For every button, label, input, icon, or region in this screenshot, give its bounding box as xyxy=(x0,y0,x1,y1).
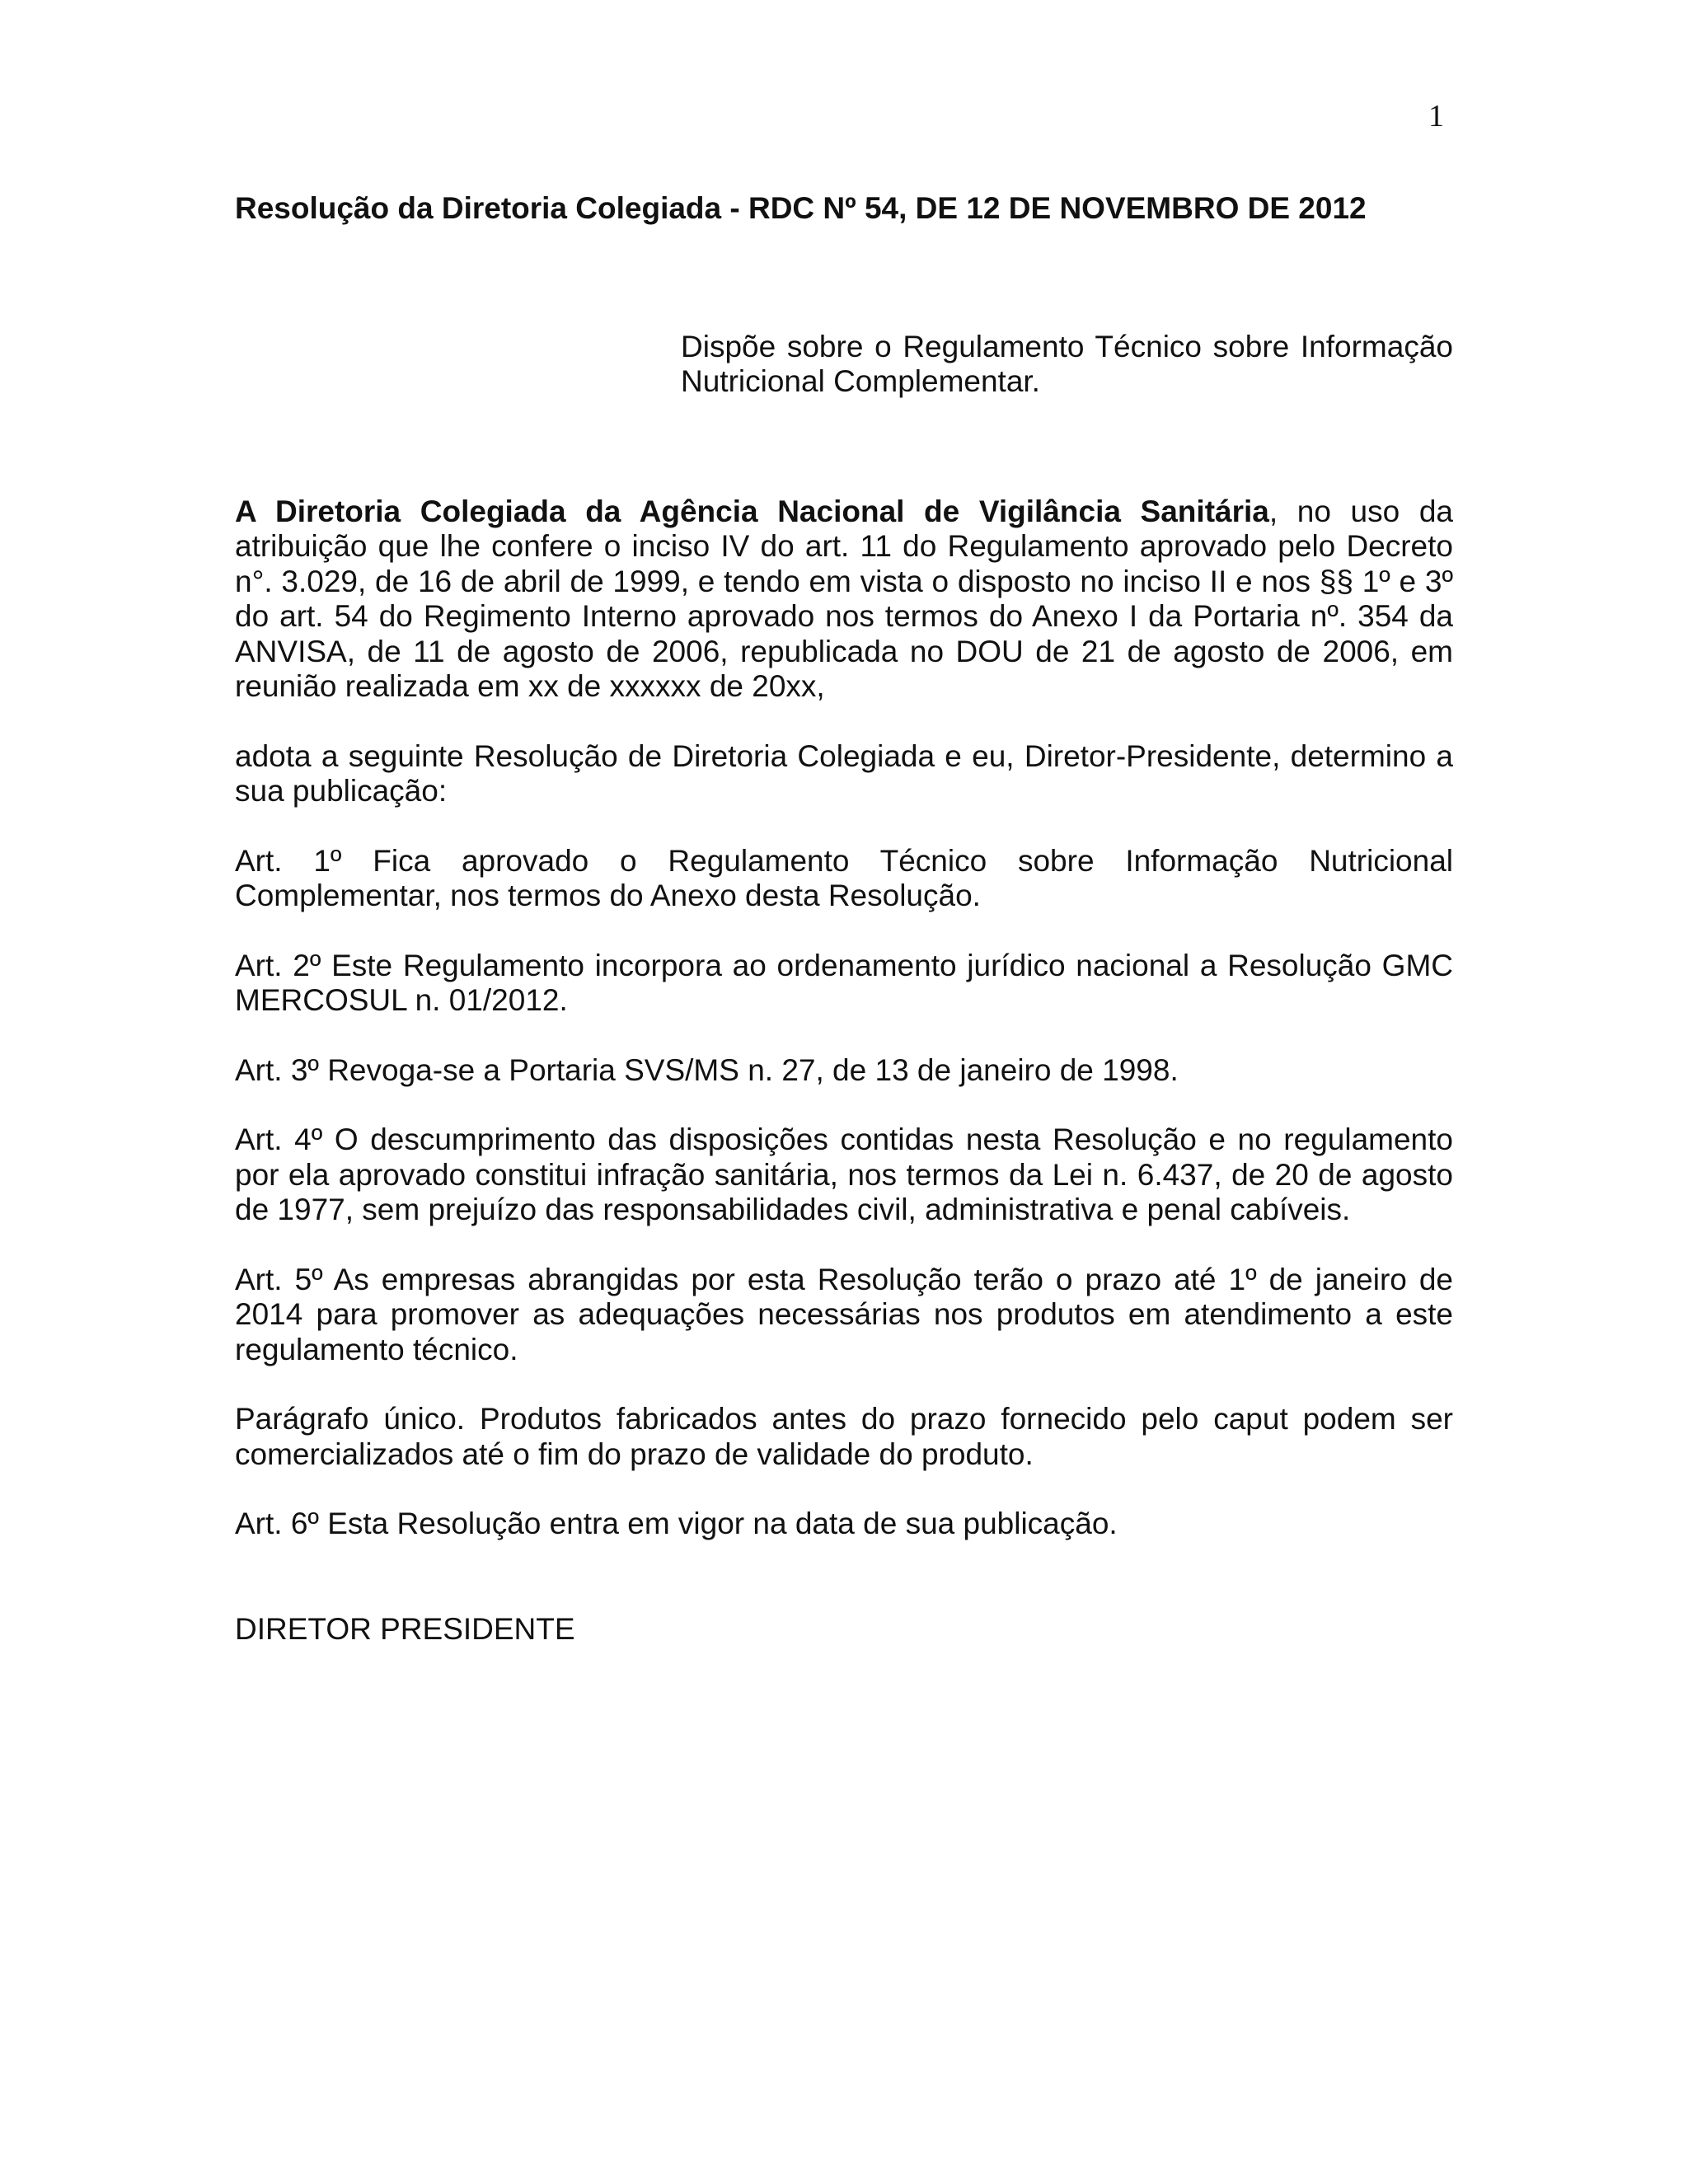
article-3: Art. 3º Revoga-se a Portaria SVS/MS n. 27, de 13 de janeiro de 1998. xyxy=(235,1052,1179,1087)
signature: DIRETOR PRESIDENTE xyxy=(235,1611,575,1646)
article-5: Art. 5º As empresas abrangidas por esta Resolução terão o prazo até 1º de janeiro de 2014 para promover as adequações necessárias nos produtos em atendimento a este regulamento técnico. xyxy=(235,1262,1453,1366)
adoption-clause: adota a seguinte Resolução de Diretoria Colegiada e eu, Diretor-Presidente, determino a sua publicação: xyxy=(235,738,1453,808)
article-5-sole-paragraph: Parágrafo único. Produtos fabricados antes do prazo fornecido pelo caput podem ser comercializados até o fim do prazo de validade do produto. xyxy=(235,1402,1453,1471)
resolution-title: Resolução da Diretoria Colegiada - RDC Nº 54, DE 12 DE NOVEMBRO DE 2012 xyxy=(235,191,1367,225)
preamble-authority: A Diretoria Colegiada da Agência Nacional de Vigilância Sanitária xyxy=(235,494,1269,528)
article-2: Art. 2º Este Regulamento incorpora ao ordenamento jurídico nacional a Resolução GMC MERCOSUL n. 01/2012. xyxy=(235,948,1453,1017)
article-4: Art. 4º O descumprimento das disposições contidas nesta Resolução e no regulamento por ela aprovado constitui infração sanitária, nos termos da Lei n. 6.437, de 20 de agosto de 1977, sem prejuízo das responsabilidades civil, administrativa e penal cabíveis. xyxy=(235,1122,1453,1226)
article-6: Art. 6º Esta Resolução entra em vigor na data de sua publicação. xyxy=(235,1507,1118,1540)
article-1-line-1: Art. 1º Fica aprovado o Regulamento Técnico sobre Informação Nutricional xyxy=(235,843,1453,878)
preamble-text: , no uso da atribuição que lhe confere o inciso IV do art. 11 do Regulamento aprovado pelo Decreto n°. 3.029, de 16 de abril de 1999, e tendo em vista o disposto no inciso II e nos §§ 1º e 3º do art. 54 do Regimento Interno aprovado nos termos do Anexo I da Portaria nº. 354 da ANVISA, de 11 de agosto de 2006, republicada no DOU de 21 de agosto de 2006, em reunião realizada em xx de xxxxxx de 20xx, xyxy=(235,494,1453,703)
document-body xyxy=(235,191,1453,1647)
article-1 xyxy=(235,844,1453,914)
page-number: 1 xyxy=(1428,99,1444,134)
ementa: Dispõe sobre o Regulamento Técnico sobre Informação Nutricional Complementar. xyxy=(681,329,1453,398)
preamble xyxy=(235,494,1453,705)
article-1-line-2: Complementar, nos termos do Anexo desta Resolução. xyxy=(235,879,981,912)
